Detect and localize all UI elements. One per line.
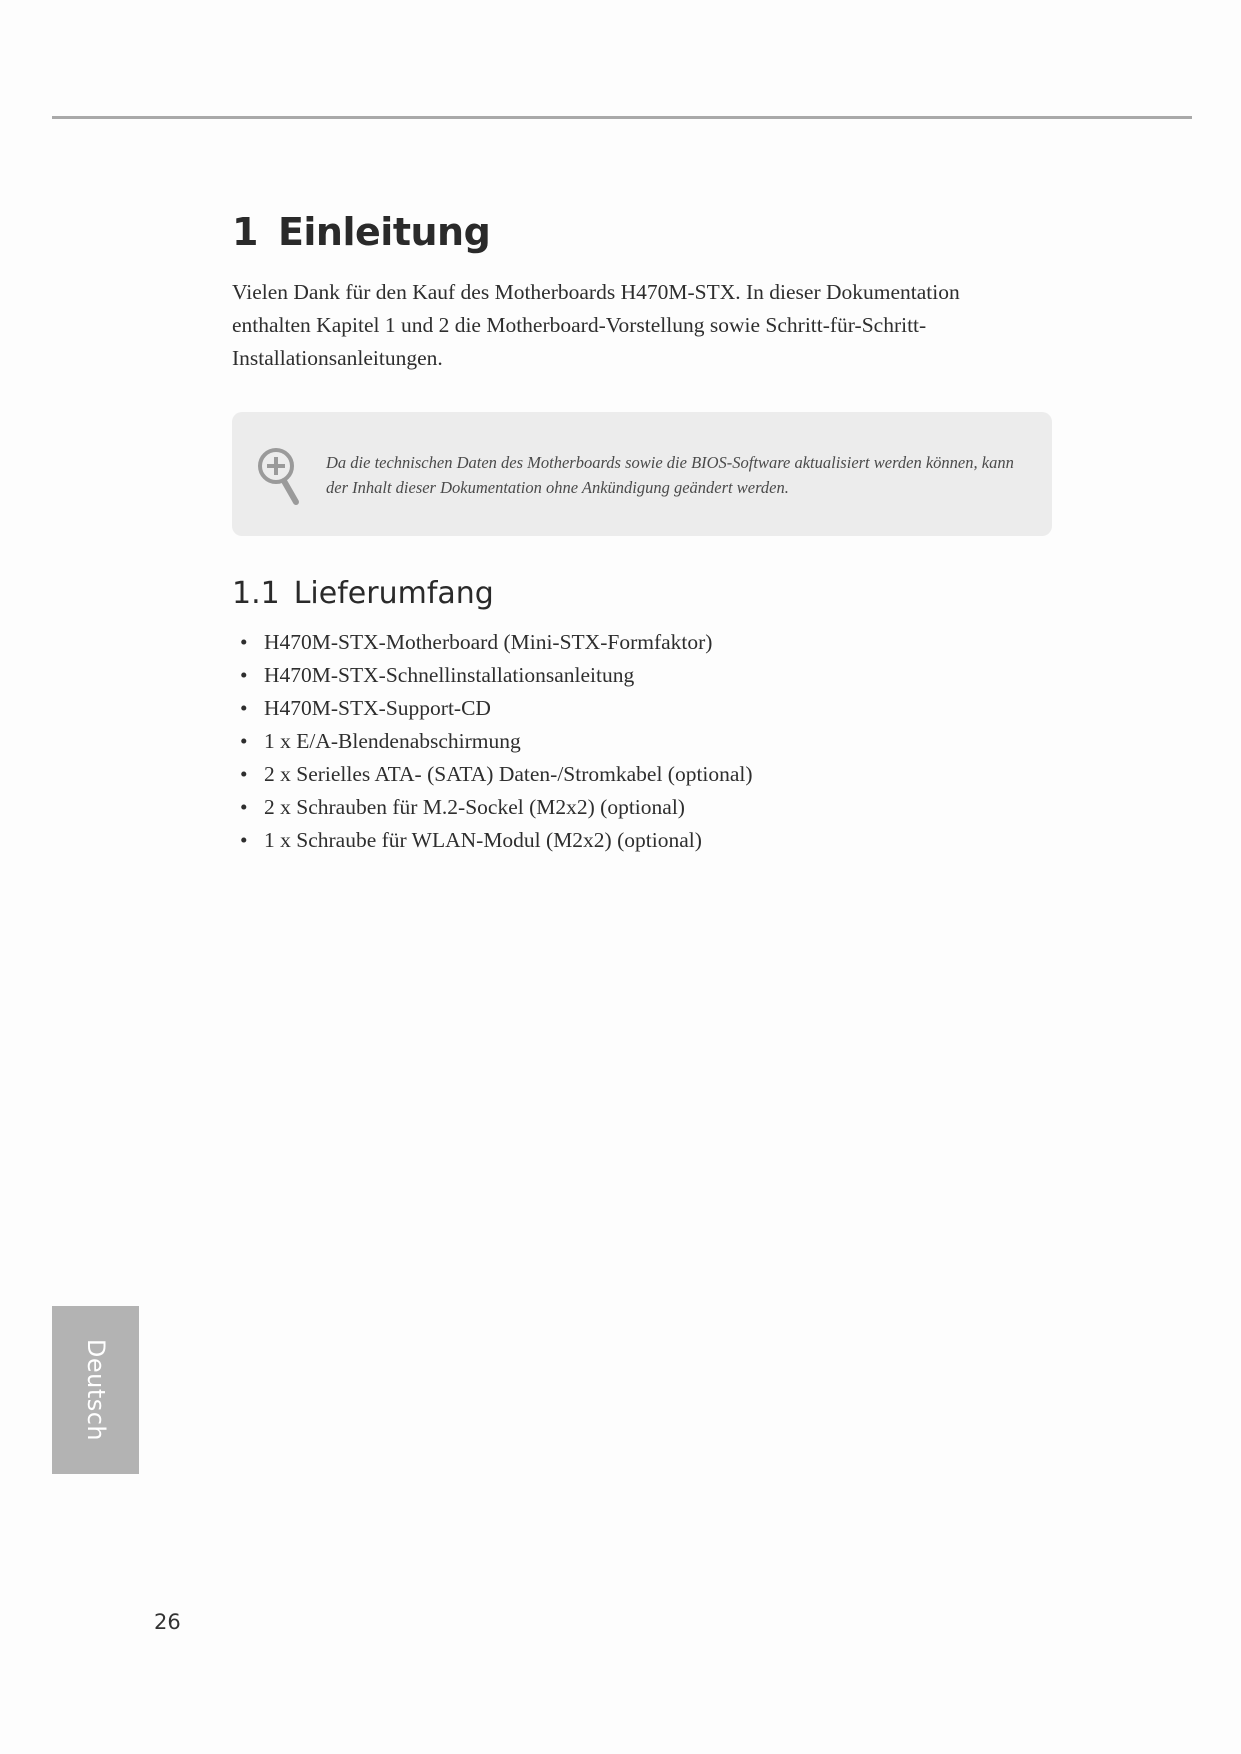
list-item [232, 659, 753, 692]
bullet: • [240, 729, 248, 753]
note-box [232, 412, 1052, 536]
section-number: 1.1 [232, 576, 280, 611]
list-item-text: H470M-STX-Schnellinstallationsanleitung [264, 663, 635, 687]
section-title: Lieferumfang [293, 576, 494, 611]
language-label: Deutsch [81, 1338, 110, 1442]
bullet: • [240, 762, 248, 786]
list-item-text: H470M-STX-Motherboard (Mini-STX-Formfaktor) [264, 630, 713, 654]
list-item-text: H470M-STX-Support-CD [264, 696, 491, 720]
list-item-text: 1 x Schraube für WLAN-Modul (M2x2) (optional) [264, 828, 702, 852]
list-item [232, 758, 753, 791]
note-text: Da die technischen Daten des Motherboards sowie die BIOS-Software aktualisiert werden können, kann der Inhalt dieser Dokumentation ohne Ankündigung geändert werden. [326, 453, 1014, 497]
header-rule [52, 116, 1192, 119]
magnifier-plus-icon [256, 446, 304, 508]
bullet: • [240, 630, 248, 654]
intro-paragraph: Vielen Dank für den Kauf des Motherboards H470M-STX. In dieser Dokumentation enthalten Kapitel 1 und 2 die Motherboard-Vorstellung sowie Schritt-für-Schritt-Installationsanleitungen. [232, 280, 960, 370]
list-item [232, 725, 753, 758]
chapter-number: 1 [232, 210, 258, 254]
bullet: • [240, 663, 248, 687]
list-item-text: 2 x Schrauben für M.2-Sockel (M2x2) (optional) [264, 795, 685, 819]
list-item-text: 2 x Serielles ATA- (SATA) Daten-/Stromkabel (optional) [264, 762, 753, 786]
bullet: • [240, 828, 248, 852]
section-heading [232, 576, 494, 611]
package-contents-list [232, 626, 753, 857]
bullet: • [240, 696, 248, 720]
chapter-title: Einleitung [277, 210, 491, 254]
list-item [232, 824, 753, 857]
bullet: • [240, 795, 248, 819]
page-number: 26 [154, 1610, 181, 1634]
chapter-heading [232, 210, 490, 254]
list-item-text: 1 x E/A-Blendenabschirmung [264, 729, 521, 753]
list-item [232, 626, 753, 659]
list-item [232, 692, 753, 725]
list-item [232, 791, 753, 824]
language-tab [52, 1306, 139, 1474]
